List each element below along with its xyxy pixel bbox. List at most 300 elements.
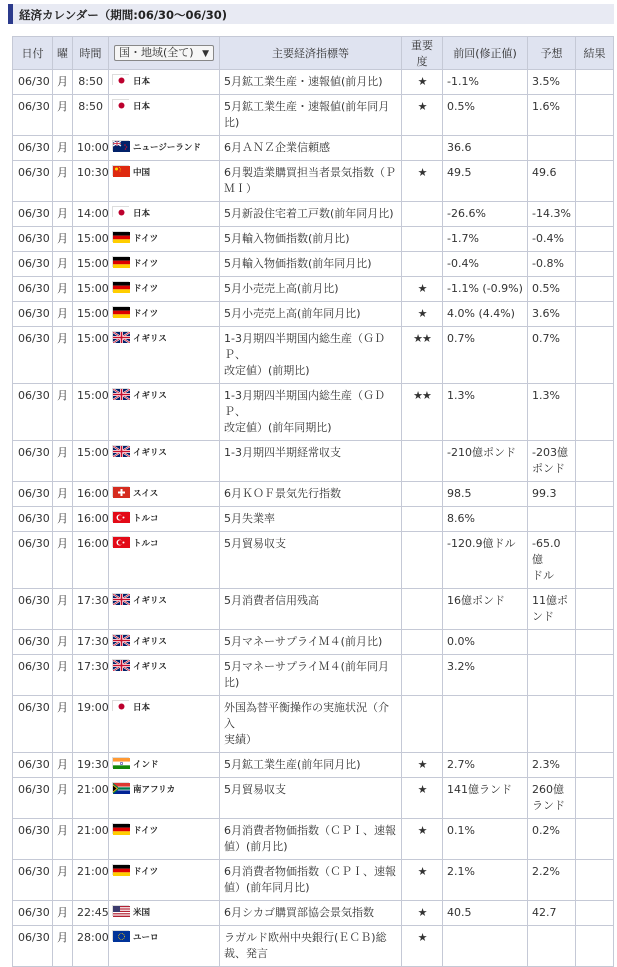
table-row — [13, 327, 614, 384]
cell-indicator — [220, 277, 402, 302]
importance-stars: ★ — [417, 166, 427, 179]
cell-importance — [402, 202, 443, 227]
cell-previous — [443, 70, 528, 95]
cell-indicator — [220, 302, 402, 327]
previous-value: 98.5 — [447, 487, 472, 500]
cell-indicator — [220, 655, 402, 696]
de-flag-icon — [112, 256, 129, 267]
cell-result — [576, 507, 614, 532]
cell-previous — [443, 655, 528, 696]
ch-flag-icon — [112, 486, 129, 497]
previous-value: 40.5 — [447, 906, 472, 919]
cell-importance — [402, 252, 443, 277]
cell-result — [576, 753, 614, 778]
cell-previous — [443, 136, 528, 161]
cell-day — [53, 926, 73, 967]
header-forecast: 予想 — [528, 37, 576, 70]
table-row — [13, 70, 614, 95]
time-text: 8:50 — [78, 75, 103, 88]
previous-value: 16億ポンド — [447, 594, 505, 607]
table-row — [13, 926, 614, 967]
cell-importance — [402, 696, 443, 753]
cell-importance — [402, 277, 443, 302]
importance-stars: ★★ — [413, 389, 431, 402]
day-text: 月 — [57, 931, 68, 944]
country-filter-select[interactable] — [114, 45, 214, 61]
header-day: 曜 — [53, 37, 73, 70]
cell-indicator — [220, 926, 402, 967]
table-row — [13, 630, 614, 655]
indicator-text: 5月新設住宅着工戸数(前年同月比) — [224, 207, 394, 220]
table-row — [13, 95, 614, 136]
cell-importance — [402, 482, 443, 507]
importance-stars: ★ — [417, 824, 427, 837]
cell-time — [73, 70, 109, 95]
day-text: 月 — [57, 594, 68, 607]
cell-forecast — [528, 589, 576, 630]
cell-time — [73, 384, 109, 441]
date-text: 06/30 — [18, 166, 50, 179]
day-text: 月 — [57, 389, 68, 402]
table-header-row — [13, 37, 614, 70]
day-text: 月 — [57, 232, 68, 245]
cell-time — [73, 753, 109, 778]
time-text: 28:00 — [77, 931, 109, 944]
cell-forecast — [528, 441, 576, 482]
indicator-text: 改定値）(前期比) — [224, 364, 310, 377]
forecast-value: 0.5% — [532, 282, 560, 295]
indicator-text: 5月輸入物価指数(前年同月比) — [224, 257, 372, 270]
cell-country — [109, 327, 220, 384]
cell-country — [109, 384, 220, 441]
date-text: 06/30 — [18, 906, 50, 919]
cell-result — [576, 202, 614, 227]
cell-indicator — [220, 482, 402, 507]
cell-importance — [402, 630, 443, 655]
date-text: 06/30 — [18, 594, 50, 607]
cell-indicator — [220, 753, 402, 778]
previous-value: 8.6% — [447, 512, 475, 525]
table-row — [13, 227, 614, 252]
day-text: 月 — [57, 332, 68, 345]
economic-calendar-table — [12, 36, 614, 967]
cell-day — [53, 277, 73, 302]
cell-result — [576, 901, 614, 926]
cell-time — [73, 441, 109, 482]
date-text: 06/30 — [18, 100, 50, 113]
day-text: 月 — [57, 701, 68, 714]
header-indicator: 主要経済指標等 — [220, 37, 402, 70]
cell-day — [53, 441, 73, 482]
cell-forecast — [528, 860, 576, 901]
cell-day — [53, 252, 73, 277]
cell-result — [576, 441, 614, 482]
cell-importance — [402, 441, 443, 482]
cell-previous — [443, 161, 528, 202]
cell-time — [73, 926, 109, 967]
time-text: 8:50 — [78, 100, 103, 113]
cell-time — [73, 778, 109, 819]
cell-time — [73, 589, 109, 630]
country-text: スイス — [133, 489, 159, 499]
cell-previous — [443, 95, 528, 136]
indicator-text: 6月ＫＯＦ景気先行指数 — [224, 487, 341, 500]
cell-indicator — [220, 441, 402, 482]
table-row — [13, 860, 614, 901]
date-text: 06/30 — [18, 389, 50, 402]
date-text: 06/30 — [18, 446, 50, 459]
day-text: 月 — [57, 307, 68, 320]
previous-value: -1.1% — [447, 75, 479, 88]
day-text: 月 — [57, 865, 68, 878]
cell-day — [53, 753, 73, 778]
country-text: 日本 — [133, 209, 151, 219]
table-row — [13, 655, 614, 696]
cell-date — [13, 589, 53, 630]
previous-value: 1.3% — [447, 389, 475, 402]
cell-forecast — [528, 95, 576, 136]
indicator-text: 実績） — [224, 733, 257, 746]
cell-result — [576, 302, 614, 327]
time-text: 17:30 — [77, 660, 109, 673]
table-row — [13, 819, 614, 860]
cell-result — [576, 482, 614, 507]
country-text: トルコ — [133, 514, 159, 524]
table-row — [13, 302, 614, 327]
indicator-text: ラガルド欧州中央銀行(ＥＣＢ)総 — [224, 931, 387, 944]
gb-flag-icon — [112, 593, 129, 604]
cell-previous — [443, 327, 528, 384]
cell-importance — [402, 302, 443, 327]
cell-date — [13, 507, 53, 532]
previous-value: -26.6% — [447, 207, 486, 220]
time-text: 15:00 — [77, 446, 109, 459]
time-text: 22:45 — [77, 906, 109, 919]
importance-stars: ★★ — [413, 332, 431, 345]
cell-country — [109, 696, 220, 753]
nz-flag-icon — [112, 140, 129, 151]
cell-time — [73, 901, 109, 926]
cell-country — [109, 441, 220, 482]
cell-forecast — [528, 277, 576, 302]
cell-country — [109, 901, 220, 926]
cell-importance — [402, 327, 443, 384]
time-text: 21:00 — [77, 865, 109, 878]
cell-date — [13, 819, 53, 860]
importance-stars: ★ — [417, 783, 427, 796]
day-text: 月 — [57, 141, 68, 154]
cell-importance — [402, 161, 443, 202]
forecast-value: 42.7 — [532, 906, 557, 919]
cell-country — [109, 136, 220, 161]
cell-previous — [443, 277, 528, 302]
cell-date — [13, 901, 53, 926]
country-text: ユーロ — [133, 933, 159, 943]
cell-country — [109, 95, 220, 136]
cell-date — [13, 161, 53, 202]
indicator-text: 5月鉱工業生産・速報値(前年同月比) — [224, 100, 390, 129]
cell-previous — [443, 252, 528, 277]
cell-date — [13, 753, 53, 778]
cell-indicator — [220, 136, 402, 161]
date-text: 06/30 — [18, 758, 50, 771]
cell-forecast — [528, 202, 576, 227]
cell-indicator — [220, 327, 402, 384]
table-row — [13, 532, 614, 589]
country-text: 日本 — [133, 703, 151, 713]
cell-date — [13, 696, 53, 753]
forecast-value: 1.6% — [532, 100, 560, 113]
jp-flag-icon — [112, 74, 129, 85]
time-text: 16:00 — [77, 537, 109, 550]
cell-forecast — [528, 532, 576, 589]
cell-previous — [443, 860, 528, 901]
cell-forecast — [528, 778, 576, 819]
cell-result — [576, 277, 614, 302]
cell-date — [13, 441, 53, 482]
day-text: 月 — [57, 824, 68, 837]
cell-time — [73, 860, 109, 901]
cell-time — [73, 696, 109, 753]
cell-time — [73, 630, 109, 655]
us-flag-icon — [112, 905, 129, 916]
cell-time — [73, 302, 109, 327]
cell-day — [53, 589, 73, 630]
previous-value: 2.1% — [447, 865, 475, 878]
table-row — [13, 202, 614, 227]
cell-importance — [402, 227, 443, 252]
indicator-text: 5月消費者信用残高 — [224, 594, 319, 607]
cell-result — [576, 655, 614, 696]
tr-flag-icon — [112, 511, 129, 522]
cell-indicator — [220, 630, 402, 655]
cell-country — [109, 252, 220, 277]
table-row — [13, 589, 614, 630]
cell-importance — [402, 589, 443, 630]
cell-time — [73, 327, 109, 384]
cell-forecast — [528, 302, 576, 327]
country-text: ドイツ — [133, 234, 159, 244]
cell-forecast — [528, 696, 576, 753]
forecast-value: -203億 — [532, 446, 568, 459]
forecast-value: 0.7% — [532, 332, 560, 345]
cell-date — [13, 202, 53, 227]
date-text: 06/30 — [18, 865, 50, 878]
cell-previous — [443, 819, 528, 860]
day-text: 月 — [57, 512, 68, 525]
cell-day — [53, 302, 73, 327]
cell-indicator — [220, 589, 402, 630]
cell-time — [73, 252, 109, 277]
forecast-value: 260億 — [532, 783, 564, 796]
cell-day — [53, 95, 73, 136]
importance-stars: ★ — [417, 758, 427, 771]
cell-country — [109, 70, 220, 95]
table-row — [13, 507, 614, 532]
cell-country — [109, 302, 220, 327]
cell-previous — [443, 507, 528, 532]
date-text: 06/30 — [18, 332, 50, 345]
cell-date — [13, 327, 53, 384]
previous-value: 2.7% — [447, 758, 475, 771]
date-text: 06/30 — [18, 141, 50, 154]
cell-time — [73, 202, 109, 227]
cell-previous — [443, 778, 528, 819]
cell-date — [13, 482, 53, 507]
date-text: 06/30 — [18, 207, 50, 220]
cell-time — [73, 95, 109, 136]
cell-indicator — [220, 384, 402, 441]
cell-date — [13, 227, 53, 252]
time-text: 10:00 — [77, 141, 109, 154]
cell-previous — [443, 926, 528, 967]
time-text: 10:30 — [77, 166, 109, 179]
cell-importance — [402, 926, 443, 967]
cell-result — [576, 532, 614, 589]
importance-stars: ★ — [417, 282, 427, 295]
date-text: 06/30 — [18, 232, 50, 245]
in-flag-icon — [112, 757, 129, 768]
page-title: 経済カレンダー（期間:06/30～06/30) — [19, 8, 228, 22]
cell-importance — [402, 384, 443, 441]
time-text: 15:00 — [77, 232, 109, 245]
cell-forecast — [528, 901, 576, 926]
cell-forecast — [528, 819, 576, 860]
cell-day — [53, 860, 73, 901]
time-text: 17:30 — [77, 594, 109, 607]
country-text: トルコ — [133, 539, 159, 549]
cell-day — [53, 532, 73, 589]
cell-date — [13, 95, 53, 136]
time-text: 16:00 — [77, 487, 109, 500]
table-row — [13, 252, 614, 277]
day-text: 月 — [57, 207, 68, 220]
cell-previous — [443, 696, 528, 753]
cell-importance — [402, 819, 443, 860]
date-text: 06/30 — [18, 783, 50, 796]
cell-country — [109, 778, 220, 819]
gb-flag-icon — [112, 331, 129, 342]
importance-stars: ★ — [417, 75, 427, 88]
cell-result — [576, 327, 614, 384]
forecast-value: -14.3% — [532, 207, 571, 220]
time-text: 19:00 — [77, 701, 109, 714]
previous-value: 49.5 — [447, 166, 472, 179]
cell-day — [53, 630, 73, 655]
day-text: 月 — [57, 446, 68, 459]
cell-previous — [443, 202, 528, 227]
time-text: 21:00 — [77, 783, 109, 796]
day-text: 月 — [57, 75, 68, 88]
date-text: 06/30 — [18, 931, 50, 944]
country-text: 米国 — [133, 908, 151, 918]
cell-result — [576, 252, 614, 277]
indicator-text: 5月鉱工業生産(前年同月比) — [224, 758, 361, 771]
time-text: 17:30 — [77, 635, 109, 648]
cell-date — [13, 302, 53, 327]
indicator-text: 5月小売売上高(前月比) — [224, 282, 339, 295]
cell-forecast — [528, 227, 576, 252]
date-text: 06/30 — [18, 635, 50, 648]
previous-value: 3.2% — [447, 660, 475, 673]
za-flag-icon — [112, 782, 129, 793]
de-flag-icon — [112, 864, 129, 875]
cell-indicator — [220, 227, 402, 252]
cell-previous — [443, 227, 528, 252]
cell-importance — [402, 95, 443, 136]
country-text: ドイツ — [133, 259, 159, 269]
importance-stars: ★ — [417, 865, 427, 878]
cell-indicator — [220, 532, 402, 589]
cell-forecast — [528, 507, 576, 532]
cell-forecast — [528, 161, 576, 202]
cell-result — [576, 136, 614, 161]
cell-result — [576, 384, 614, 441]
country-text: インド — [133, 760, 159, 770]
day-text: 月 — [57, 537, 68, 550]
cell-country — [109, 819, 220, 860]
date-text: 06/30 — [18, 824, 50, 837]
forecast-value: 3.5% — [532, 75, 560, 88]
cell-indicator — [220, 696, 402, 753]
indicator-text: 1-3月期四半期国内総生産（ＧＤＰ、 — [224, 389, 385, 418]
tr-flag-icon — [112, 536, 129, 547]
cell-indicator — [220, 252, 402, 277]
cell-country — [109, 227, 220, 252]
cell-date — [13, 384, 53, 441]
country-text: ドイツ — [133, 826, 159, 836]
day-text: 月 — [57, 783, 68, 796]
country-text: イギリス — [133, 448, 167, 458]
indicator-text: 6月ＡＮＺ企業信頼感 — [224, 141, 330, 154]
time-text: 15:00 — [77, 282, 109, 295]
cell-day — [53, 202, 73, 227]
de-flag-icon — [112, 306, 129, 317]
indicator-text: 値）(前年同月比) — [224, 881, 310, 894]
country-text: イギリス — [133, 391, 167, 401]
section-title-bar — [8, 4, 614, 24]
jp-flag-icon — [112, 99, 129, 110]
day-text: 月 — [57, 660, 68, 673]
indicator-text: 5月失業率 — [224, 512, 275, 525]
country-text: イギリス — [133, 334, 167, 344]
country-text: イギリス — [133, 662, 167, 672]
importance-stars: ★ — [417, 307, 427, 320]
cell-country — [109, 630, 220, 655]
cell-country — [109, 860, 220, 901]
cell-forecast — [528, 327, 576, 384]
date-text: 06/30 — [18, 307, 50, 320]
cell-day — [53, 696, 73, 753]
cell-country — [109, 161, 220, 202]
country-text: 日本 — [133, 77, 151, 87]
cell-indicator — [220, 202, 402, 227]
cell-country — [109, 753, 220, 778]
cell-forecast — [528, 384, 576, 441]
table-row — [13, 277, 614, 302]
date-text: 06/30 — [18, 512, 50, 525]
table-row — [13, 901, 614, 926]
table-row — [13, 778, 614, 819]
time-text: 19:30 — [77, 758, 109, 771]
indicator-text: 1-3月期四半期経常収支 — [224, 446, 341, 459]
day-text: 月 — [57, 635, 68, 648]
cell-time — [73, 136, 109, 161]
cell-importance — [402, 753, 443, 778]
day-text: 月 — [57, 100, 68, 113]
cell-day — [53, 161, 73, 202]
cell-forecast — [528, 753, 576, 778]
